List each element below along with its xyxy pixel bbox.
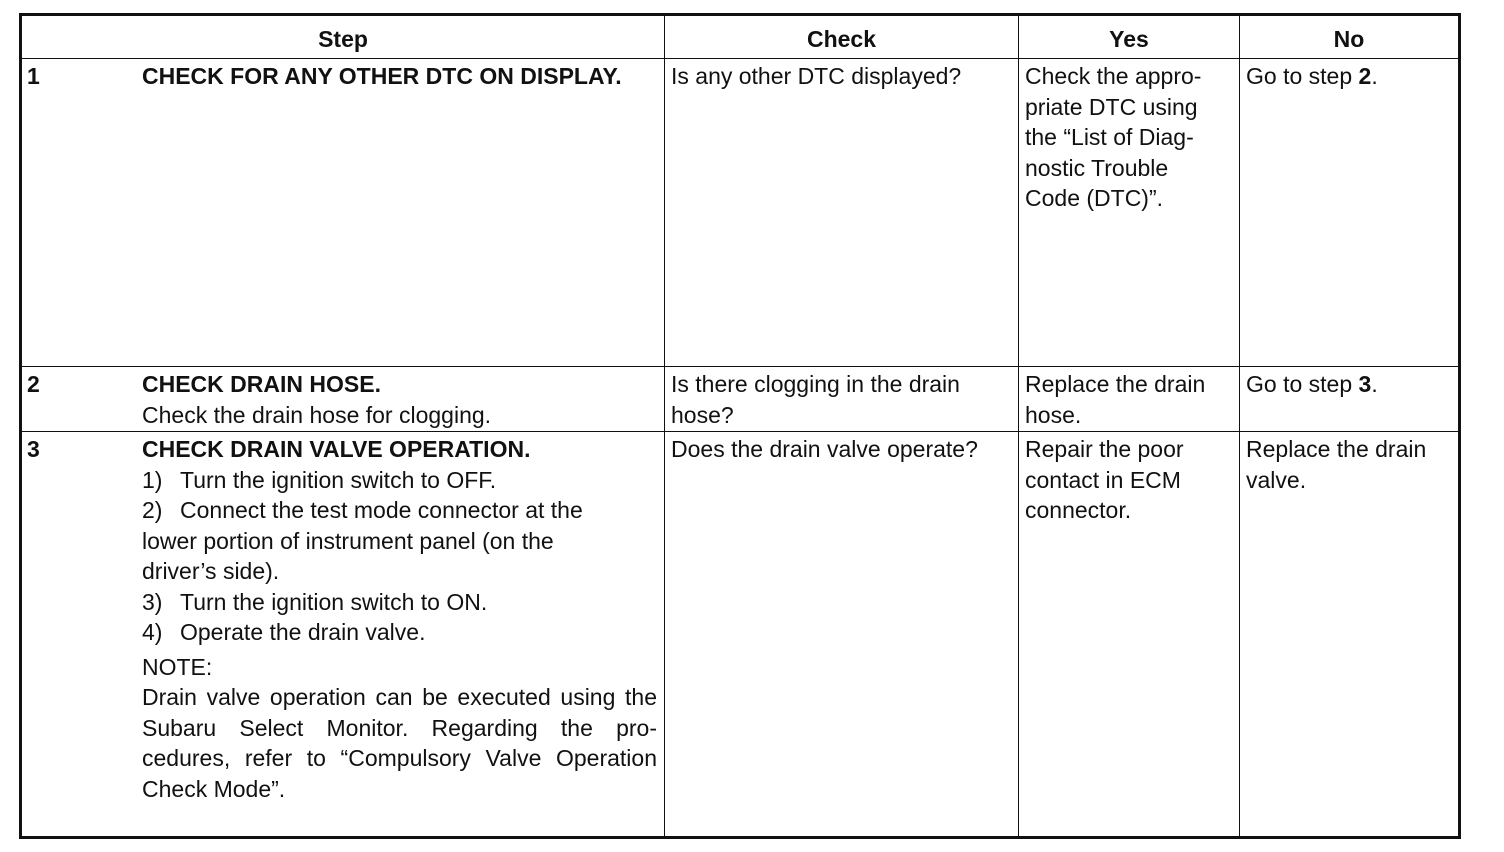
check-line: hose?	[671, 401, 734, 428]
step-cell	[21, 367, 665, 432]
procedure-line	[142, 617, 659, 648]
header-no: No	[1240, 15, 1460, 59]
no-suffix: .	[1371, 63, 1378, 89]
step-cell	[21, 432, 665, 838]
yes-line: hose.	[1025, 401, 1082, 428]
procedure-number: 4)	[142, 619, 163, 645]
procedure-text: Turn the ignition switch to ON.	[180, 588, 488, 615]
step-title: CHECK FOR ANY OTHER DTC ON DISPLAY.	[142, 63, 622, 89]
procedure-line	[142, 526, 659, 557]
no-prefix: Go to step	[1246, 63, 1359, 89]
check-cell	[665, 59, 1019, 367]
no-suffix: .	[1371, 371, 1378, 397]
step-title: CHECK DRAIN VALVE OPERATION.	[142, 436, 531, 462]
yes-cell	[1019, 59, 1240, 367]
yes-line: Replace the drain	[1025, 371, 1206, 397]
note-label: NOTE:	[142, 653, 213, 680]
yes-line: Check the appro-	[1025, 63, 1202, 89]
no-cell	[1240, 432, 1460, 838]
procedure-line	[142, 495, 659, 526]
header-yes: Yes	[1019, 15, 1240, 59]
step-number: 2	[27, 371, 40, 397]
header-row	[21, 15, 1460, 59]
no-step-ref: 2	[1358, 63, 1372, 89]
no-step-ref: 3	[1358, 371, 1372, 397]
no-cell	[1240, 367, 1460, 432]
procedure-text: Operate the drain valve.	[180, 619, 426, 645]
no-line: valve.	[1246, 466, 1307, 493]
procedure-number: 1)	[142, 466, 163, 493]
yes-cell	[1019, 367, 1240, 432]
yes-line: connector.	[1025, 497, 1132, 523]
check-cell	[665, 367, 1019, 432]
table-row	[21, 432, 1460, 838]
procedure-line	[142, 556, 659, 587]
procedure-text: Turn the ignition switch to OFF.	[180, 466, 497, 493]
procedure-line	[142, 587, 659, 618]
no-line: Replace the drain	[1246, 436, 1427, 462]
step-number: 1	[27, 63, 40, 89]
procedure-line	[142, 465, 659, 496]
procedure-text: Connect the test mode connector at the	[180, 497, 583, 523]
procedure-number: 3)	[142, 588, 163, 615]
yes-line: contact in ECM	[1025, 466, 1181, 493]
yes-cell	[1019, 432, 1240, 838]
table-row	[21, 59, 1460, 367]
yes-line: priate DTC using	[1025, 93, 1198, 120]
yes-line: Repair the poor	[1025, 436, 1184, 462]
check-line: Is there clogging in the drain	[671, 371, 960, 397]
header-step: Step	[21, 15, 665, 59]
header-check: Check	[665, 15, 1019, 59]
table-row	[21, 367, 1460, 432]
yes-line: the “List of Diag-	[1025, 124, 1194, 150]
check-cell	[665, 432, 1019, 838]
yes-line: Code (DTC)”.	[1025, 185, 1164, 211]
check-text: Is any other DTC displayed?	[671, 63, 962, 89]
step-title: CHECK DRAIN HOSE.	[142, 371, 381, 397]
procedure-number: 2)	[142, 497, 163, 523]
step-body: Check the drain hose for clogging.	[142, 401, 492, 428]
check-text: Does the drain valve operate?	[671, 436, 978, 462]
step-cell	[21, 59, 665, 367]
procedure-text: lower portion of instrument panel (on the	[142, 527, 554, 554]
diagnostic-table	[19, 13, 1461, 839]
procedure-text: driver’s side).	[142, 558, 280, 584]
note-text: Drain valve operation can be executed using the Subaru Select Monitor. Regarding the pro-cedures, refer to “Compulsory Valve Operation Check Mode”.	[142, 684, 657, 802]
yes-line: nostic Trouble	[1025, 154, 1169, 181]
no-prefix: Go to step	[1246, 371, 1359, 397]
step-number: 3	[27, 436, 40, 462]
no-cell	[1240, 59, 1460, 367]
